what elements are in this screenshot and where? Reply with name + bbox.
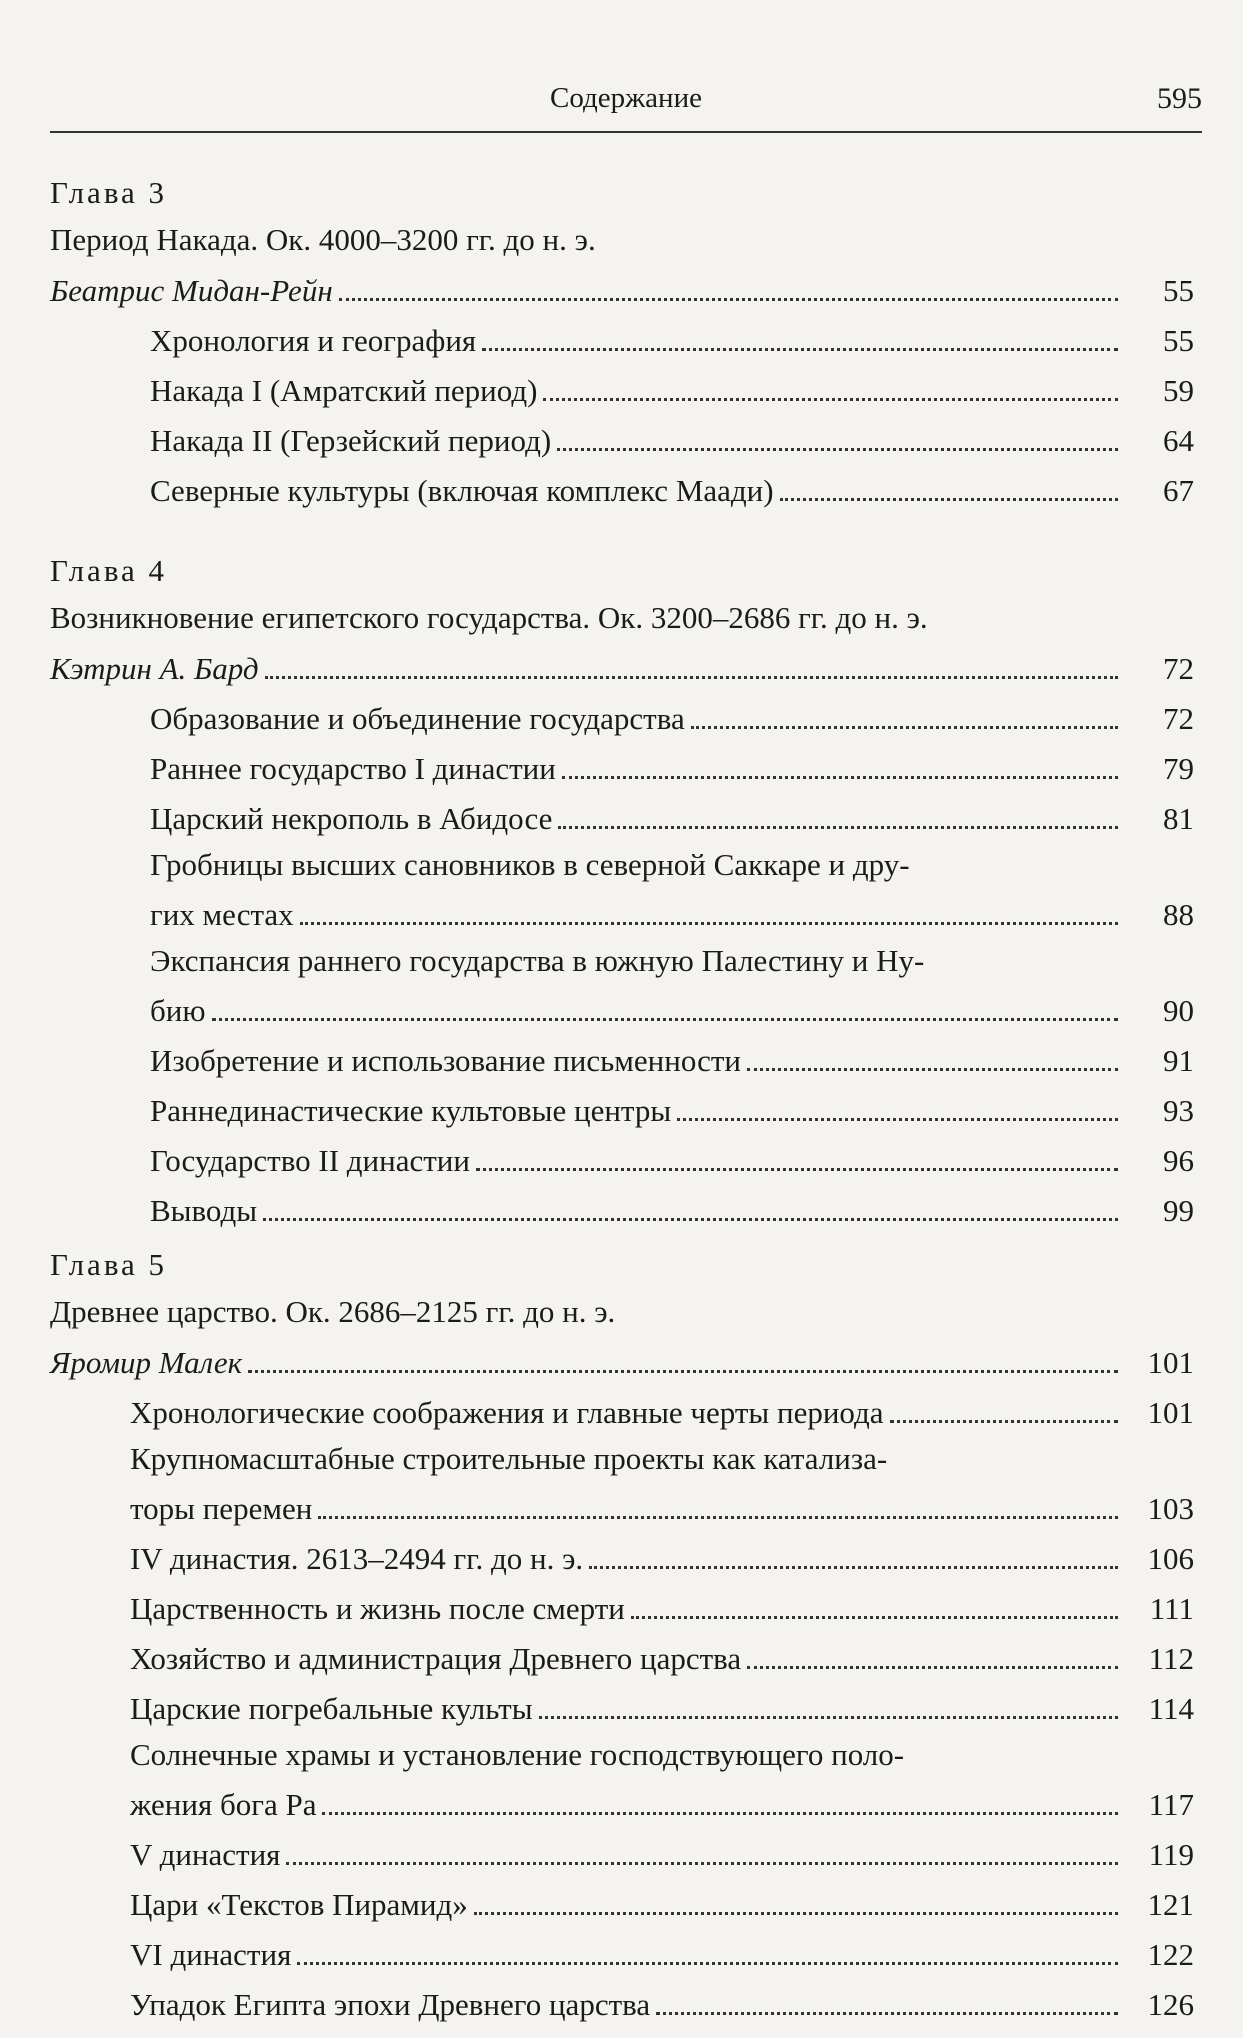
toc-entry[interactable]	[50, 1436, 1202, 1532]
toc-entry[interactable]	[50, 792, 1202, 842]
leader-dots	[747, 1068, 1118, 1071]
entry-title: Накада I (Амратский период)	[150, 373, 538, 408]
page-ref: 112	[1148, 1641, 1194, 1676]
page-ref: 101	[1147, 1345, 1194, 1380]
chapter-4	[50, 548, 1202, 1234]
leader-dots	[557, 448, 1118, 451]
entry-title: V династия	[130, 1837, 281, 1872]
toc-entry[interactable]	[50, 464, 1202, 514]
entry-title: Раннее государство I династии	[150, 751, 556, 786]
entry-title-line1: Гробницы высших сановников в северной Саккаре и дру-	[150, 847, 910, 882]
leader-dots	[543, 398, 1118, 401]
chapter-5	[50, 1242, 1202, 2028]
entry-title: Хронологические соображения и главные черты периода	[130, 1395, 884, 1430]
toc-entry[interactable]	[50, 1878, 1202, 1928]
entry-title: Раннединастические культовые центры	[150, 1093, 672, 1128]
page-ref: 99	[1163, 1193, 1194, 1228]
toc-entry-author[interactable]	[50, 264, 1202, 314]
running-title: Содержание	[550, 82, 702, 114]
entry-title-line1: Солнечные храмы и установление господствующего поло-	[130, 1737, 905, 1772]
chapter-label: Глава 4	[50, 553, 168, 588]
entry-title-line2: торы перемен	[130, 1491, 313, 1526]
chapter-title: Период Накада. Ок. 4000–3200 гг. до н. э.	[50, 222, 596, 257]
page-ref: 101	[1147, 1395, 1194, 1430]
leader-dots	[474, 1912, 1118, 1915]
toc-entry[interactable]	[50, 938, 1202, 1034]
page-ref: 103	[1147, 1491, 1194, 1526]
leader-dots	[476, 1168, 1118, 1171]
toc-entry[interactable]	[50, 1084, 1202, 1134]
entry-title-line2: жения бога Ра	[130, 1787, 317, 1822]
leader-dots	[747, 1666, 1118, 1669]
page-ref: 126	[1147, 1987, 1194, 2022]
page-ref: 119	[1148, 1837, 1194, 1872]
entry-title: Хронология и география	[150, 323, 477, 358]
entry-title: Царственность и жизнь после смерти	[130, 1591, 625, 1626]
toc-entry[interactable]	[50, 364, 1202, 414]
toc-entry[interactable]	[50, 742, 1202, 792]
leader-dots	[589, 1566, 1118, 1569]
toc-entry[interactable]	[50, 1828, 1202, 1878]
author-name: Яромир Малек	[50, 1345, 243, 1380]
leader-dots	[677, 1118, 1118, 1121]
page-ref: 79	[1163, 751, 1194, 786]
entry-title: Выводы	[150, 1193, 258, 1228]
page-ref: 96	[1163, 1143, 1194, 1178]
running-header	[50, 82, 1202, 128]
entry-title: Упадок Египта эпохи Древнего царства	[130, 1987, 651, 2022]
entry-title-line2: гих местах	[150, 897, 294, 932]
entry-title: Северные культуры (включая комплекс Маади)	[150, 473, 774, 508]
page-ref: 90	[1163, 993, 1194, 1028]
leader-dots	[890, 1420, 1118, 1423]
entry-title: Царский некрополь в Абидосе	[150, 801, 553, 836]
toc-entry[interactable]	[50, 1928, 1202, 1978]
entry-title: Цари «Текстов Пирамид»	[130, 1887, 468, 1922]
toc-entry[interactable]	[50, 692, 1202, 742]
leader-dots	[300, 922, 1118, 925]
page-ref: 72	[1163, 651, 1194, 686]
leader-dots	[780, 498, 1118, 501]
toc-entry[interactable]	[50, 1682, 1202, 1732]
entry-title-line1: Крупномасштабные строительные проекты как катализа-	[130, 1441, 888, 1476]
page-ref: 117	[1148, 1787, 1194, 1822]
leader-dots	[656, 2012, 1118, 2015]
page-ref: 111	[1149, 1591, 1194, 1626]
toc-entry-author[interactable]	[50, 1336, 1202, 1386]
leader-dots	[297, 1962, 1118, 1965]
page-ref: 106	[1147, 1541, 1194, 1576]
toc-entry[interactable]	[50, 1582, 1202, 1632]
leader-dots	[482, 348, 1118, 351]
leader-dots	[212, 1018, 1118, 1021]
page-ref: 55	[1163, 323, 1194, 358]
chapter-label: Глава 5	[50, 1247, 168, 1282]
toc-entry[interactable]	[50, 1134, 1202, 1184]
leader-dots	[265, 676, 1118, 679]
page-ref: 122	[1147, 1937, 1194, 1972]
toc-entry[interactable]	[50, 314, 1202, 364]
page-ref: 59	[1163, 373, 1194, 408]
chapter-title: Древнее царство. Ок. 2686–2125 гг. до н. э.	[50, 1294, 616, 1329]
toc-entry[interactable]	[50, 1978, 1202, 2028]
leader-dots	[286, 1862, 1118, 1865]
entry-title: VI династия	[130, 1937, 292, 1972]
toc-entry[interactable]	[50, 1386, 1202, 1436]
toc-entry[interactable]	[50, 1632, 1202, 1682]
toc-entry-author[interactable]	[50, 642, 1202, 692]
entry-title: Изобретение и использование письменности	[150, 1043, 741, 1078]
toc-entry[interactable]	[50, 1184, 1202, 1234]
page-ref: 121	[1147, 1887, 1194, 1922]
leader-dots	[339, 298, 1118, 301]
toc-entry[interactable]	[50, 414, 1202, 464]
page-ref: 67	[1163, 473, 1194, 508]
leader-dots	[558, 826, 1118, 829]
chapter-3	[50, 170, 1202, 514]
leader-dots	[631, 1616, 1118, 1619]
page-ref: 72	[1163, 701, 1194, 736]
entry-title: Государство II династии	[150, 1143, 470, 1178]
header-rule	[50, 131, 1202, 133]
leader-dots	[562, 776, 1118, 779]
toc-entry[interactable]	[50, 1732, 1202, 1828]
entry-title-line2: бию	[150, 993, 206, 1028]
leader-dots	[318, 1516, 1118, 1519]
page-ref: 114	[1148, 1691, 1194, 1726]
page-ref: 91	[1163, 1043, 1194, 1078]
entry-title-line1: Экспансия раннего государства в южную Палестину и Ну-	[150, 943, 925, 978]
page-ref: 81	[1163, 801, 1194, 836]
author-name: Беатрис Мидан-Рейн	[50, 273, 333, 308]
leader-dots	[539, 1716, 1118, 1719]
entry-title: Накада II (Герзейский период)	[150, 423, 552, 458]
leader-dots	[263, 1218, 1118, 1221]
leader-dots	[322, 1812, 1118, 1815]
page-ref: 88	[1163, 897, 1194, 932]
chapter-label: Глава 3	[50, 175, 168, 210]
page-ref: 55	[1163, 273, 1194, 308]
page-ref: 64	[1163, 423, 1194, 458]
leader-dots	[248, 1370, 1118, 1373]
toc-entry[interactable]	[50, 842, 1202, 938]
author-name: Кэтрин А. Бард	[50, 651, 259, 686]
entry-title: Царские погребальные культы	[130, 1691, 533, 1726]
page-ref: 93	[1163, 1093, 1194, 1128]
page-number: 595	[1157, 82, 1202, 115]
toc-entry[interactable]	[50, 1034, 1202, 1084]
entry-title: Образование и объединение государства	[150, 701, 685, 736]
entry-title: IV династия. 2613–2494 гг. до н. э.	[130, 1541, 584, 1576]
leader-dots	[691, 726, 1118, 729]
toc-entry[interactable]	[50, 1532, 1202, 1582]
chapter-title: Возникновение египетского государства. Ок. 3200–2686 гг. до н. э.	[50, 600, 928, 635]
entry-title: Хозяйство и администрация Древнего царства	[130, 1641, 742, 1676]
